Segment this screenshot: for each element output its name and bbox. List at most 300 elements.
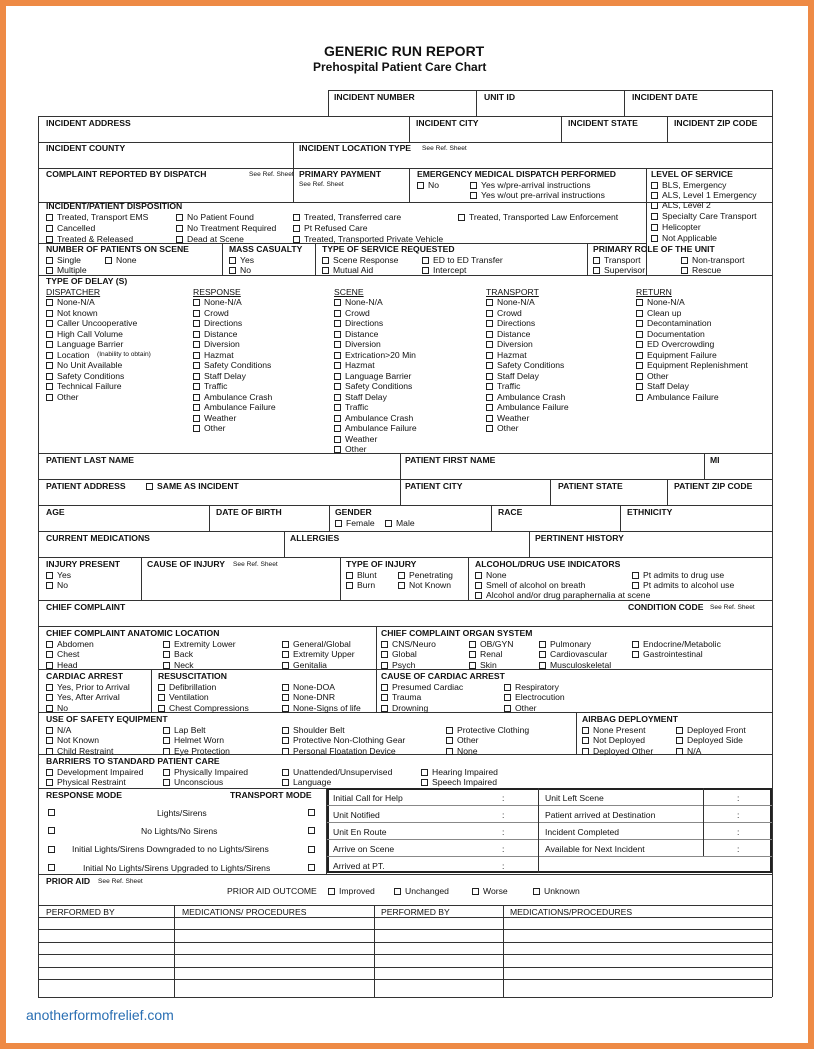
checkbox-specialty-care-transport[interactable] bbox=[651, 211, 757, 222]
checkbox-other[interactable] bbox=[504, 703, 537, 714]
checkbox-global[interactable] bbox=[381, 649, 417, 660]
checkbox-distance[interactable] bbox=[334, 329, 378, 340]
checkbox-pt-admits-to-alcohol-use[interactable] bbox=[632, 580, 734, 591]
checkbox-safety-conditions[interactable] bbox=[334, 381, 412, 392]
label-text: Other bbox=[204, 423, 226, 433]
label-text: MI bbox=[710, 455, 720, 465]
checkbox-ventilation[interactable] bbox=[158, 692, 209, 703]
label-initial-lights-sirens-downgraded-to-no-l bbox=[72, 844, 269, 855]
label-text: ED to ED Transfer bbox=[433, 255, 503, 265]
label-patient-zip-code bbox=[674, 481, 752, 492]
checkbox-none-n-a[interactable] bbox=[193, 297, 242, 308]
checkbox-icon bbox=[470, 192, 477, 199]
label-text: INCIDENT DATE bbox=[632, 92, 698, 102]
checkbox-not-applicable[interactable] bbox=[651, 233, 717, 244]
checkbox-none-n-a[interactable] bbox=[46, 297, 95, 308]
checkbox-speech-impaired[interactable] bbox=[421, 777, 497, 788]
checkbox-hazmat[interactable] bbox=[334, 360, 375, 371]
checkbox-ambulance-failure[interactable] bbox=[193, 402, 276, 413]
checkbox-hazmat[interactable] bbox=[486, 350, 527, 361]
checkbox-hearing-impaired[interactable] bbox=[421, 767, 498, 778]
checkbox-icon[interactable] bbox=[308, 846, 315, 853]
checkbox-icon bbox=[334, 373, 341, 380]
label-text: Language bbox=[293, 777, 332, 787]
checkbox-icon bbox=[282, 651, 289, 658]
checkbox-eye-protection[interactable] bbox=[163, 746, 230, 757]
checkbox-traffic[interactable] bbox=[334, 402, 368, 413]
checkbox-icon bbox=[282, 779, 289, 786]
checkbox-none-n-a[interactable] bbox=[486, 297, 535, 308]
checkbox-icon bbox=[282, 684, 289, 691]
form-subtitle: Prehospital Patient Care Chart bbox=[313, 60, 487, 74]
rule-line bbox=[667, 479, 668, 505]
rule-line bbox=[327, 856, 772, 857]
checkbox-als-level-2[interactable] bbox=[651, 200, 711, 211]
checkbox-icon bbox=[334, 383, 341, 390]
label-text: Genitalia bbox=[293, 660, 327, 670]
checkbox-staff-delay[interactable] bbox=[486, 371, 539, 382]
checkbox-icon[interactable] bbox=[48, 846, 55, 853]
label-text: Chest bbox=[57, 649, 80, 659]
label-text: Male bbox=[396, 518, 415, 528]
checkbox-extremity-upper[interactable] bbox=[282, 649, 355, 660]
label-text: Weather bbox=[204, 413, 237, 423]
checkbox-language[interactable] bbox=[282, 777, 331, 788]
label-text: MEDICATIONS/PROCEDURES bbox=[510, 907, 633, 917]
checkbox-icon[interactable] bbox=[48, 827, 55, 834]
checkbox-equipment-replenishment[interactable] bbox=[636, 360, 748, 371]
label-text: Ambulance Crash bbox=[345, 413, 414, 423]
label-incident-address bbox=[46, 118, 131, 129]
rule-line bbox=[503, 905, 504, 997]
checkbox-development-impaired[interactable] bbox=[46, 767, 143, 778]
label-see-ref-sheet bbox=[299, 180, 344, 191]
rule-line bbox=[141, 557, 142, 600]
rule-line bbox=[38, 874, 772, 875]
checkbox-yes-after-arrival[interactable] bbox=[46, 692, 120, 703]
checkbox-treated-transported-law-enforcement[interactable] bbox=[458, 212, 618, 223]
checkbox-helmet-worn[interactable] bbox=[163, 735, 224, 746]
checkbox-icon bbox=[46, 582, 53, 589]
checkbox-icon bbox=[334, 404, 341, 411]
checkbox-deployed-front[interactable] bbox=[676, 725, 746, 736]
checkbox-none-signs-of-life[interactable] bbox=[282, 703, 361, 714]
time-separator: : bbox=[737, 793, 740, 803]
checkbox-icon bbox=[475, 592, 482, 599]
rule-line bbox=[529, 531, 530, 557]
checkbox-icon bbox=[193, 383, 200, 390]
label-text: INCIDENT ZIP CODE bbox=[674, 118, 758, 128]
checkbox-icon bbox=[46, 684, 53, 691]
checkbox-musculoskeletal[interactable] bbox=[539, 660, 611, 671]
checkbox-yes[interactable] bbox=[46, 570, 71, 581]
checkbox-child-restraint[interactable] bbox=[46, 746, 113, 757]
checkbox-decontamination[interactable] bbox=[636, 318, 712, 329]
checkbox-documentation[interactable] bbox=[636, 329, 705, 340]
label-available-for-next-incident bbox=[545, 844, 645, 855]
checkbox-icon bbox=[193, 373, 200, 380]
checkbox-icon bbox=[193, 320, 200, 327]
checkbox-respiratory[interactable] bbox=[504, 682, 559, 693]
label-text: PERFORMED BY bbox=[381, 907, 450, 917]
checkbox-chest-compressions[interactable] bbox=[158, 703, 249, 714]
checkbox-n-a[interactable] bbox=[46, 725, 71, 736]
checkbox-icon bbox=[486, 373, 493, 380]
checkbox-staff-delay[interactable] bbox=[636, 381, 689, 392]
label-text: Transport bbox=[604, 255, 641, 265]
label-text: ALS, Level 1 Emergency bbox=[662, 190, 757, 200]
checkbox-single[interactable] bbox=[46, 255, 81, 266]
checkbox-smell-of-alcohol-on-breath[interactable] bbox=[475, 580, 585, 591]
checkbox-language-barrier[interactable] bbox=[46, 339, 123, 350]
checkbox-language-barrier[interactable] bbox=[334, 371, 411, 382]
checkbox-defibrillation[interactable] bbox=[158, 682, 216, 693]
checkbox-scene-response[interactable] bbox=[322, 255, 398, 266]
label-initial-call-for-help bbox=[333, 793, 403, 804]
checkbox-ed-to-ed-transfer[interactable] bbox=[422, 255, 503, 266]
checkbox-none-dnr[interactable] bbox=[282, 692, 335, 703]
checkbox-no[interactable] bbox=[46, 580, 68, 591]
checkbox-yes-w-out-pre-arrival-instructions[interactable] bbox=[470, 190, 605, 201]
checkbox-other[interactable] bbox=[486, 423, 519, 434]
checkbox-icon bbox=[282, 769, 289, 776]
checkbox-helicopter[interactable] bbox=[651, 222, 701, 233]
checkbox-mutual-aid[interactable] bbox=[322, 265, 373, 276]
checkbox-icon bbox=[193, 394, 200, 401]
label-text: None-DOA bbox=[293, 682, 336, 692]
label-text: Language Barrier bbox=[345, 371, 412, 381]
rule-line bbox=[772, 90, 773, 997]
checkbox-icon bbox=[651, 235, 658, 242]
checkbox-penetrating[interactable] bbox=[398, 570, 453, 581]
checkbox-trauma[interactable] bbox=[381, 692, 421, 703]
checkbox-icon bbox=[46, 727, 53, 734]
checkbox-diversion[interactable] bbox=[334, 339, 381, 350]
checkbox-protective-non-clothing-gear[interactable] bbox=[282, 735, 405, 746]
checkbox-extrication-20-min[interactable] bbox=[334, 350, 416, 361]
checkbox-cancelled[interactable] bbox=[46, 223, 95, 234]
label-text: Pt admits to alcohol use bbox=[643, 580, 735, 590]
checkbox-none-n-a[interactable] bbox=[636, 297, 685, 308]
checkbox-no-unit-available[interactable] bbox=[46, 360, 122, 371]
checkbox-ambulance-failure[interactable] bbox=[636, 392, 719, 403]
checkbox-icon bbox=[504, 694, 511, 701]
checkbox-icon bbox=[381, 705, 388, 712]
checkbox-neck[interactable] bbox=[163, 660, 194, 671]
checkbox-deployed-other[interactable] bbox=[582, 746, 653, 757]
checkbox-treated-transferred-care[interactable] bbox=[293, 212, 401, 223]
time-separator: : bbox=[737, 827, 740, 837]
checkbox-location[interactable] bbox=[46, 350, 90, 361]
label-incident-completed bbox=[545, 827, 619, 838]
checkbox-bls-emergency[interactable] bbox=[651, 180, 726, 191]
label-text: ALCOHOL/DRUG USE INDICATORS bbox=[475, 559, 621, 569]
checkbox-alcohol-and-or-drug-paraphernalia-at-sce[interactable] bbox=[475, 590, 650, 601]
checkbox-weather[interactable] bbox=[486, 413, 529, 424]
label-text: NUMBER OF PATIENTS ON SCENE bbox=[46, 244, 189, 254]
checkbox-pt-refused-care[interactable] bbox=[293, 223, 368, 234]
checkbox-icon bbox=[475, 572, 482, 579]
label-text: Treated, Transferred care bbox=[304, 212, 402, 222]
checkbox-icon bbox=[458, 214, 465, 221]
checkbox-other[interactable] bbox=[446, 735, 479, 746]
checkbox-no[interactable] bbox=[46, 703, 68, 714]
label-text: Not Known bbox=[409, 580, 452, 590]
checkbox-icon[interactable] bbox=[48, 864, 55, 871]
checkbox-directions[interactable] bbox=[486, 318, 535, 329]
label-emergency-medical-dispatch-performed bbox=[417, 169, 616, 180]
label-type-of-service-requested bbox=[322, 244, 455, 255]
label-arrive-on-scene bbox=[333, 844, 394, 855]
checkbox-als-level-1-emergency[interactable] bbox=[651, 190, 757, 201]
label-unit-en-route bbox=[333, 827, 387, 838]
checkbox-treated-transport-ems[interactable] bbox=[46, 212, 148, 223]
checkbox-multiple[interactable] bbox=[46, 265, 87, 276]
label-dispatcher bbox=[46, 287, 100, 298]
checkbox-treated-transported-private-vehicle[interactable] bbox=[293, 234, 443, 245]
checkbox-no-patient-found[interactable] bbox=[176, 212, 254, 223]
checkbox-unknown[interactable] bbox=[533, 886, 580, 897]
label-text: None bbox=[457, 746, 478, 756]
label-date-of-birth bbox=[216, 507, 282, 518]
label-prior-aid bbox=[46, 876, 90, 887]
checkbox-physically-impaired[interactable] bbox=[163, 767, 248, 778]
checkbox-ed-overcrowding[interactable] bbox=[636, 339, 714, 350]
checkbox-yes[interactable] bbox=[229, 255, 254, 266]
checkbox-ambulance-crash[interactable] bbox=[486, 392, 565, 403]
checkbox-ob-gyn[interactable] bbox=[469, 639, 513, 650]
label-condition-code bbox=[628, 602, 703, 613]
checkbox-supervisor[interactable] bbox=[593, 265, 645, 276]
checkbox-high-call-volume[interactable] bbox=[46, 329, 123, 340]
checkbox-other[interactable] bbox=[636, 371, 669, 382]
checkbox-other[interactable] bbox=[46, 392, 79, 403]
label-text: EMERGENCY MEDICAL DISPATCH PERFORMED bbox=[417, 169, 616, 179]
checkbox-endocrine-metabolic[interactable] bbox=[632, 639, 721, 650]
checkbox-clean-up[interactable] bbox=[636, 308, 681, 319]
checkbox-genitalia[interactable] bbox=[282, 660, 327, 671]
checkbox-yes-prior-to-arrival[interactable] bbox=[46, 682, 130, 693]
rule-line bbox=[620, 505, 621, 531]
label-cause-of-injury bbox=[147, 559, 225, 570]
checkbox-no[interactable] bbox=[417, 180, 439, 191]
checkbox-not-known[interactable] bbox=[46, 308, 98, 319]
checkbox-icon bbox=[193, 425, 200, 432]
label-initial-no-lights-sirens-upgraded-to-lig bbox=[83, 863, 270, 874]
label-incident-state bbox=[568, 118, 638, 129]
checkbox-no-treatment-required[interactable] bbox=[176, 223, 276, 234]
checkbox-crowd[interactable] bbox=[193, 308, 229, 319]
checkbox-gastrointestinal[interactable] bbox=[632, 649, 703, 660]
checkbox-icon bbox=[334, 331, 341, 338]
checkbox-improved[interactable] bbox=[328, 886, 375, 897]
label-transport bbox=[486, 287, 539, 298]
checkbox-icon bbox=[636, 341, 643, 348]
checkbox-icon[interactable] bbox=[48, 809, 55, 816]
checkbox-non-transport[interactable] bbox=[681, 255, 745, 266]
label-text: Unit En Route bbox=[333, 827, 387, 837]
checkbox-intercept[interactable] bbox=[422, 265, 466, 276]
checkbox-abdomen[interactable] bbox=[46, 639, 94, 650]
label-text: Yes bbox=[57, 570, 72, 580]
checkbox-distance[interactable] bbox=[486, 329, 530, 340]
checkbox-icon[interactable] bbox=[308, 864, 315, 871]
label-patient-first-name bbox=[405, 455, 495, 466]
checkbox-personal-floatation-device[interactable] bbox=[282, 746, 396, 757]
checkbox-cns-neuro[interactable] bbox=[381, 639, 436, 650]
checkbox-not-known[interactable] bbox=[46, 735, 99, 746]
checkbox-protective-clothing[interactable] bbox=[446, 725, 529, 736]
checkbox-icon bbox=[636, 310, 643, 317]
checkbox-equipment-failure[interactable] bbox=[636, 350, 717, 361]
checkbox-drowning[interactable] bbox=[381, 703, 428, 714]
checkbox-physical-restraint[interactable] bbox=[46, 777, 126, 788]
checkbox-male[interactable] bbox=[385, 518, 415, 529]
checkbox-rescue[interactable] bbox=[681, 265, 721, 276]
checkbox-n-a[interactable] bbox=[676, 746, 701, 757]
rule-line bbox=[209, 505, 210, 531]
label-text: N/A bbox=[57, 725, 72, 735]
label-text: Language Barrier bbox=[57, 339, 124, 349]
checkbox-icon bbox=[582, 737, 589, 744]
label-text: PATIENT LAST NAME bbox=[46, 455, 135, 465]
checkbox-treated-released[interactable] bbox=[46, 234, 133, 245]
checkbox-unchanged[interactable] bbox=[394, 886, 449, 897]
checkbox-icon bbox=[46, 651, 53, 658]
checkbox-icon bbox=[158, 684, 165, 691]
checkbox-none-n-a[interactable] bbox=[334, 297, 383, 308]
checkbox-ambulance-failure[interactable] bbox=[486, 402, 569, 413]
checkbox-ambulance-crash[interactable] bbox=[193, 392, 272, 403]
checkbox-other[interactable] bbox=[334, 444, 367, 455]
checkbox-burn[interactable] bbox=[346, 580, 375, 591]
checkbox-weather[interactable] bbox=[193, 413, 236, 424]
rule-line bbox=[38, 505, 772, 506]
checkbox-icon[interactable] bbox=[308, 809, 315, 816]
label-text: CONDITION CODE bbox=[628, 602, 704, 612]
label-patient-address bbox=[46, 481, 126, 492]
checkbox-none[interactable] bbox=[105, 255, 137, 266]
checkbox-head[interactable] bbox=[46, 660, 78, 671]
label-text: Distance bbox=[497, 329, 531, 339]
checkbox-caller-uncooperative[interactable] bbox=[46, 318, 137, 329]
label-text: Deployed Front bbox=[687, 725, 746, 735]
label-number-of-patients-on-scene bbox=[46, 244, 189, 255]
checkbox-icon bbox=[346, 582, 353, 589]
checkbox-not-known[interactable] bbox=[398, 580, 451, 591]
checkbox-icon bbox=[282, 727, 289, 734]
checkbox-none[interactable] bbox=[475, 570, 507, 581]
label-text: Defibrillation bbox=[169, 682, 217, 692]
checkbox-not-deployed[interactable] bbox=[582, 735, 645, 746]
label-text: Treated, Transported Private Vehicle bbox=[304, 234, 444, 244]
checkbox-lap-belt[interactable] bbox=[163, 725, 206, 736]
checkbox-none-present[interactable] bbox=[582, 725, 646, 736]
checkbox-electrocution[interactable] bbox=[504, 692, 565, 703]
label-text: TYPE OF DELAY (S) bbox=[46, 276, 128, 286]
label-text: Treated, Transported Law Enforcement bbox=[469, 212, 619, 222]
checkbox-ambulance-crash[interactable] bbox=[334, 413, 413, 424]
checkbox-technical-failure[interactable] bbox=[46, 381, 121, 392]
label-text: Clean up bbox=[647, 308, 682, 318]
rule-line bbox=[38, 275, 772, 276]
label-text: None-N/A bbox=[57, 297, 95, 307]
checkbox-diversion[interactable] bbox=[193, 339, 240, 350]
checkbox-pt-admits-to-drug-use[interactable] bbox=[632, 570, 724, 581]
label-text: PRIMARY PAYMENT bbox=[299, 169, 382, 179]
checkbox-renal[interactable] bbox=[469, 649, 502, 660]
checkbox-presumed-cardiac[interactable] bbox=[381, 682, 463, 693]
checkbox-diversion[interactable] bbox=[486, 339, 533, 350]
checkbox-icon bbox=[636, 383, 643, 390]
label-text: Other bbox=[647, 371, 669, 381]
checkbox-unconscious[interactable] bbox=[163, 777, 223, 788]
checkbox-skin[interactable] bbox=[469, 660, 497, 671]
checkbox-dead-at-scene[interactable] bbox=[176, 234, 244, 245]
label-text: Physically Impaired bbox=[174, 767, 249, 777]
checkbox-other[interactable] bbox=[193, 423, 226, 434]
checkbox-none-doa[interactable] bbox=[282, 682, 335, 693]
label-text: Caller Uncooperative bbox=[57, 318, 138, 328]
checkbox-crowd[interactable] bbox=[334, 308, 370, 319]
checkbox-icon bbox=[422, 267, 429, 274]
checkbox-blunt[interactable] bbox=[346, 570, 377, 581]
checkbox-deployed-side[interactable] bbox=[676, 735, 743, 746]
checkbox-icon[interactable] bbox=[308, 827, 315, 834]
label-text: Technical Failure bbox=[57, 381, 122, 391]
checkbox-transport[interactable] bbox=[593, 255, 640, 266]
checkbox-safety-conditions[interactable] bbox=[486, 360, 564, 371]
checkbox-weather[interactable] bbox=[334, 434, 377, 445]
checkbox-psych[interactable] bbox=[381, 660, 415, 671]
checkbox-staff-delay[interactable] bbox=[334, 392, 387, 403]
checkbox-cardiovascular[interactable] bbox=[539, 649, 607, 660]
checkbox-icon bbox=[46, 236, 53, 243]
checkbox-back[interactable] bbox=[163, 649, 193, 660]
checkbox-traffic[interactable] bbox=[193, 381, 227, 392]
checkbox-safety-conditions[interactable] bbox=[46, 371, 124, 382]
checkbox-crowd[interactable] bbox=[486, 308, 522, 319]
checkbox-traffic[interactable] bbox=[486, 381, 520, 392]
checkbox-extremity-lower[interactable] bbox=[163, 639, 236, 650]
checkbox-general-global[interactable] bbox=[282, 639, 351, 650]
checkbox-pulmonary[interactable] bbox=[539, 639, 591, 650]
label-text: Deployed Side bbox=[687, 735, 743, 745]
checkbox-icon bbox=[282, 662, 289, 669]
checkbox-shoulder-belt[interactable] bbox=[282, 725, 345, 736]
label-text: Extremity Upper bbox=[293, 649, 355, 659]
checkbox-safety-conditions[interactable] bbox=[193, 360, 271, 371]
label-text: Unattended/Unsupervised bbox=[293, 767, 393, 777]
checkbox-distance[interactable] bbox=[193, 329, 237, 340]
label-text: Yes bbox=[240, 255, 255, 265]
checkbox-no[interactable] bbox=[229, 265, 251, 276]
rule-line bbox=[409, 116, 410, 142]
checkbox-unattended-unsupervised[interactable] bbox=[282, 767, 392, 778]
checkbox-none[interactable] bbox=[446, 746, 478, 757]
checkbox-female[interactable] bbox=[335, 518, 375, 529]
checkbox-ambulance-failure[interactable] bbox=[334, 423, 417, 434]
checkbox-hazmat[interactable] bbox=[193, 350, 234, 361]
checkbox-same-as-incident[interactable] bbox=[146, 481, 239, 492]
checkbox-staff-delay[interactable] bbox=[193, 371, 246, 382]
label-text: CNS/Neuro bbox=[392, 639, 436, 649]
checkbox-directions[interactable] bbox=[193, 318, 242, 329]
checkbox-directions[interactable] bbox=[334, 318, 383, 329]
checkbox-chest[interactable] bbox=[46, 649, 79, 660]
checkbox-yes-w-pre-arrival-instructions[interactable] bbox=[470, 180, 591, 191]
checkbox-worse[interactable] bbox=[472, 886, 508, 897]
